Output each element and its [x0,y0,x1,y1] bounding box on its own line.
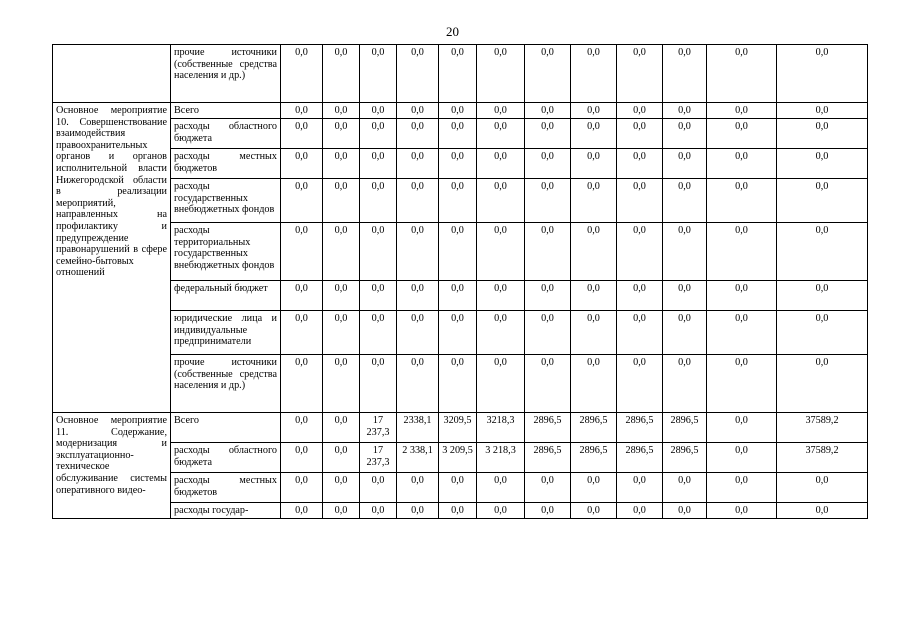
value-cell: 0,0 [281,119,323,149]
value-cell: 0,0 [707,223,777,281]
value-cell: 0,0 [707,503,777,519]
value-cell: 0,0 [617,149,663,179]
value-cell: 0,0 [397,179,439,223]
source-cell: расходы местных бюджетов [171,473,281,503]
value-cell: 0,0 [323,281,360,311]
value-cell: 0,0 [439,355,477,413]
value-cell: 0,0 [525,503,571,519]
value-cell: 0,0 [777,473,868,503]
table-row [53,45,868,103]
value-cell: 0,0 [439,149,477,179]
table-row [53,503,868,519]
value-cell: 0,0 [617,179,663,223]
value-cell: 0,0 [397,473,439,503]
value-cell: 0,0 [707,45,777,103]
value-cell: 0,0 [525,149,571,179]
table-row [53,103,868,119]
source-cell: Всего [171,103,281,119]
value-cell: 3218,3 [477,413,525,443]
value-cell: 0,0 [360,179,397,223]
value-cell: 0,0 [281,149,323,179]
value-cell: 0,0 [777,281,868,311]
value-cell: 0,0 [525,473,571,503]
budget-table [52,44,868,519]
value-cell: 0,0 [663,473,707,503]
value-cell: 0,0 [360,281,397,311]
value-cell: 0,0 [663,103,707,119]
value-cell: 0,0 [525,179,571,223]
value-cell: 0,0 [323,503,360,519]
value-cell: 0,0 [323,149,360,179]
value-cell: 0,0 [397,503,439,519]
value-cell: 0,0 [571,119,617,149]
value-cell: 0,0 [477,45,525,103]
value-cell: 0,0 [360,45,397,103]
value-cell: 0,0 [439,103,477,119]
source-cell: расходы областного бюджета [171,119,281,149]
source-cell: федеральный бюджет [171,281,281,311]
value-cell: 0,0 [617,45,663,103]
value-cell: 0,0 [397,281,439,311]
value-cell: 0,0 [477,149,525,179]
value-cell: 0,0 [439,223,477,281]
value-cell: 0,0 [477,119,525,149]
value-cell: 37589,2 [777,413,868,443]
value-cell: 2 338,1 [397,443,439,473]
value-cell: 0,0 [571,223,617,281]
value-cell: 0,0 [323,473,360,503]
value-cell: 0,0 [477,473,525,503]
value-cell: 0,0 [707,103,777,119]
table-row [53,443,868,473]
value-cell: 0,0 [525,223,571,281]
value-cell: 0,0 [663,311,707,355]
value-cell: 0,0 [281,473,323,503]
value-cell: 2896,5 [663,443,707,473]
value-cell: 0,0 [323,311,360,355]
table-row [53,281,868,311]
value-cell: 0,0 [397,45,439,103]
value-cell: 0,0 [439,281,477,311]
value-cell: 0,0 [663,119,707,149]
value-cell: 3 209,5 [439,443,477,473]
value-cell: 0,0 [525,45,571,103]
value-cell: 0,0 [571,473,617,503]
value-cell: 0,0 [360,103,397,119]
table-row [53,223,868,281]
value-cell: 0,0 [707,179,777,223]
program-cell: Основное мероприятие 11. Содержание, модернизация и эксплуатационно-техническое обслуживание системы оперативного видео- [53,413,171,519]
value-cell: 0,0 [571,355,617,413]
value-cell: 0,0 [777,223,868,281]
source-cell: прочие источники (собственные средства населения и др.) [171,45,281,103]
value-cell: 0,0 [360,355,397,413]
value-cell: 0,0 [439,45,477,103]
value-cell: 0,0 [397,223,439,281]
value-cell: 0,0 [617,281,663,311]
table-row [53,413,868,443]
value-cell: 0,0 [777,179,868,223]
source-cell: юридические лица и индивидуальные предприниматели [171,311,281,355]
value-cell: 0,0 [477,355,525,413]
value-cell: 0,0 [777,103,868,119]
value-cell: 0,0 [360,473,397,503]
value-cell: 3209,5 [439,413,477,443]
value-cell: 0,0 [360,149,397,179]
value-cell: 0,0 [663,45,707,103]
value-cell: 0,0 [397,103,439,119]
value-cell: 17 237,3 [360,443,397,473]
value-cell: 0,0 [571,503,617,519]
source-cell: расходы территориальных государственных внебюджетных фондов [171,223,281,281]
value-cell: 0,0 [571,311,617,355]
table-row [53,119,868,149]
value-cell: 0,0 [777,355,868,413]
value-cell: 0,0 [525,355,571,413]
value-cell: 0,0 [477,311,525,355]
value-cell: 0,0 [663,503,707,519]
value-cell: 0,0 [439,503,477,519]
value-cell: 0,0 [281,45,323,103]
value-cell: 0,0 [439,179,477,223]
table-row [53,179,868,223]
value-cell: 0,0 [707,311,777,355]
value-cell: 0,0 [360,119,397,149]
value-cell: 0,0 [477,503,525,519]
value-cell: 0,0 [617,103,663,119]
program-cell-empty [53,45,171,103]
source-cell: Всего [171,413,281,443]
value-cell: 0,0 [323,119,360,149]
value-cell: 0,0 [477,281,525,311]
value-cell: 0,0 [477,179,525,223]
table-row [53,473,868,503]
value-cell: 0,0 [477,103,525,119]
value-cell: 0,0 [323,355,360,413]
value-cell: 2896,5 [571,443,617,473]
value-cell: 0,0 [281,355,323,413]
value-cell: 2338,1 [397,413,439,443]
value-cell: 0,0 [397,311,439,355]
value-cell: 0,0 [281,311,323,355]
value-cell: 0,0 [617,119,663,149]
value-cell: 0,0 [525,281,571,311]
value-cell: 0,0 [571,103,617,119]
table-row [53,149,868,179]
value-cell: 0,0 [617,311,663,355]
value-cell: 0,0 [439,119,477,149]
value-cell: 0,0 [617,355,663,413]
value-cell: 0,0 [617,503,663,519]
source-cell: расходы местных бюджетов [171,149,281,179]
value-cell: 0,0 [397,119,439,149]
value-cell: 0,0 [397,355,439,413]
value-cell: 0,0 [525,311,571,355]
value-cell: 0,0 [323,443,360,473]
source-cell: прочие источники (собственные средства населения и др.) [171,355,281,413]
value-cell: 0,0 [439,473,477,503]
value-cell: 0,0 [360,223,397,281]
value-cell: 2896,5 [617,413,663,443]
value-cell: 0,0 [663,149,707,179]
value-cell: 0,0 [281,443,323,473]
value-cell: 0,0 [617,223,663,281]
value-cell: 2896,5 [617,443,663,473]
value-cell: 0,0 [281,223,323,281]
value-cell: 3 218,3 [477,443,525,473]
program-cell: Основное мероприятие 10. Совершенствование взаимодействия правоохранительных органов и органов исполнительной власти Нижегородской области в реализации мероприятий, направленных на профилактику и предупреждение правонарушений в сфере семейно-бытовых отношений [53,103,171,413]
value-cell: 17 237,3 [360,413,397,443]
page-number: 20 [446,24,459,39]
value-cell: 2896,5 [525,443,571,473]
value-cell: 0,0 [323,413,360,443]
value-cell: 0,0 [281,281,323,311]
value-cell: 0,0 [571,179,617,223]
value-cell: 0,0 [360,311,397,355]
value-cell: 0,0 [439,311,477,355]
value-cell: 0,0 [323,103,360,119]
value-cell: 0,0 [477,223,525,281]
value-cell: 0,0 [663,179,707,223]
value-cell: 0,0 [777,119,868,149]
value-cell: 0,0 [777,503,868,519]
value-cell: 0,0 [571,281,617,311]
value-cell: 2896,5 [663,413,707,443]
value-cell: 0,0 [281,503,323,519]
value-cell: 0,0 [617,473,663,503]
value-cell: 0,0 [397,149,439,179]
value-cell: 0,0 [281,179,323,223]
value-cell: 0,0 [323,45,360,103]
value-cell: 0,0 [281,413,323,443]
value-cell: 0,0 [663,223,707,281]
source-cell: расходы государственных внебюджетных фондов [171,179,281,223]
value-cell: 0,0 [707,281,777,311]
value-cell: 2896,5 [571,413,617,443]
value-cell: 0,0 [323,179,360,223]
value-cell: 0,0 [707,473,777,503]
value-cell: 0,0 [525,103,571,119]
value-cell: 0,0 [707,355,777,413]
value-cell: 0,0 [571,149,617,179]
value-cell: 37589,2 [777,443,868,473]
value-cell: 0,0 [707,443,777,473]
value-cell: 0,0 [525,119,571,149]
source-cell: расходы государ- [171,503,281,519]
value-cell: 0,0 [360,503,397,519]
table-row [53,355,868,413]
value-cell: 0,0 [707,413,777,443]
value-cell: 0,0 [281,103,323,119]
value-cell: 2896,5 [525,413,571,443]
value-cell: 0,0 [777,45,868,103]
table-row [53,311,868,355]
value-cell: 0,0 [663,355,707,413]
value-cell: 0,0 [323,223,360,281]
value-cell: 0,0 [777,311,868,355]
value-cell: 0,0 [707,149,777,179]
value-cell: 0,0 [663,281,707,311]
value-cell: 0,0 [777,149,868,179]
value-cell: 0,0 [571,45,617,103]
value-cell: 0,0 [707,119,777,149]
source-cell: расходы областного бюджета [171,443,281,473]
